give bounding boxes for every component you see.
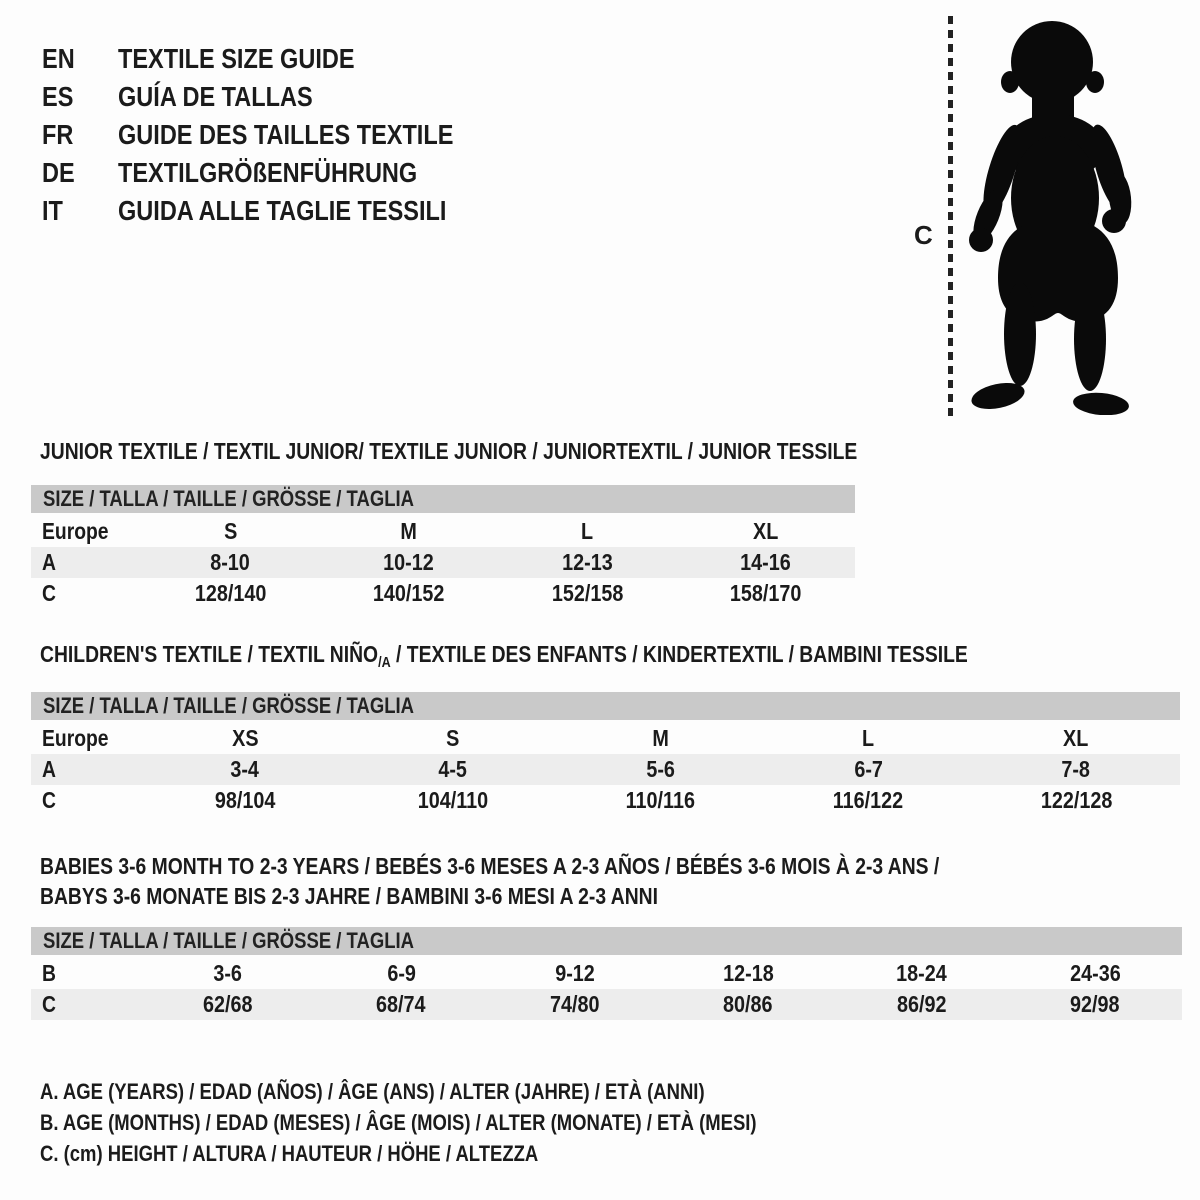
value-cell: 110/116: [625, 787, 696, 813]
value-cell: 140/152: [372, 580, 445, 606]
babies-section-title: BABIES 3-6 MONTH TO 2-3 YEARS / BEBÉS 3-6 MESES A 2-3 AÑOS / BÉBÉS 3-6 MOIS À 2-3 ANS / BABYS 3-6 MONATE BIS 2-3 JAHRE / BAMBINI 3-6 MESI A 2-3 ANNI: [40, 853, 940, 909]
value-cell: 86/92: [896, 991, 947, 1017]
size-cell: XL: [753, 518, 779, 544]
table-row-height: [31, 785, 1180, 816]
language-row-de: [42, 154, 517, 192]
value-cell: 8-10: [210, 549, 251, 575]
size-header-bar: SIZE / TALLA / TAILLE / GRÖSSE / TAGLIA: [31, 485, 855, 513]
language-code: DE: [42, 157, 75, 188]
children-section-title: CHILDREN'S TEXTILE / TEXTIL $NIÑO_{/A}$ / TEXTILE DES ENFANTS / KINDERTEXTIL / BAMBINI TESSILE: [40, 641, 968, 671]
language-row-es: [42, 78, 517, 116]
junior-section-title: JUNIOR TEXTILE / TEXTIL JUNIOR/ TEXTILE JUNIOR / JUNIORTEXTIL / JUNIOR TESSILE: [40, 438, 858, 464]
value-cell: 6-9: [386, 960, 416, 986]
guide-title-de: TEXTILGRÖßENFÜHRUNG: [118, 157, 418, 188]
value-cell: 116/122: [833, 787, 904, 813]
size-cell: M: [400, 518, 417, 544]
junior-size-table: [31, 485, 855, 609]
value-cell: 3-6: [213, 960, 243, 986]
size-header-bar: SIZE / TALLA / TAILLE / GRÖSSE / TAGLIA: [31, 692, 1180, 720]
value-cell: 14-16: [740, 549, 792, 575]
value-cell: 152/158: [551, 580, 623, 606]
value-cell: 18-24: [896, 960, 948, 986]
value-cell: 158/170: [729, 580, 802, 606]
value-cell: 62/68: [202, 991, 253, 1017]
language-row-fr: [42, 116, 517, 154]
size-header-bar: SIZE / TALLA / TAILLE / GRÖSSE / TAGLIA: [31, 927, 1182, 955]
toddler-silhouette: [968, 18, 1135, 415]
row-label: C: [42, 991, 56, 1017]
table-row-height: [31, 578, 855, 609]
legend-line-c: C. (cm) HEIGHT / ALTURA / HAUTEUR / HÖHE / ALTEZZA: [40, 1140, 539, 1166]
nino-a-subscript: /A: [378, 654, 391, 671]
value-cell: 3-4: [230, 756, 260, 782]
babies-size-table: [31, 927, 1182, 1020]
size-cell: L: [862, 725, 875, 751]
table-row-age: [31, 754, 1180, 785]
value-cell: 10-12: [383, 549, 435, 575]
value-cell: 104/110: [417, 787, 488, 813]
height-measure-dashed-line: [948, 16, 953, 416]
value-cell: 92/98: [1070, 991, 1121, 1017]
table-row-sizes: [31, 723, 1180, 754]
value-cell: 4-5: [438, 756, 467, 782]
size-cell: S: [223, 518, 237, 544]
language-row-en: [42, 40, 517, 78]
value-cell: 24-36: [1069, 960, 1121, 986]
size-cell: XL: [1063, 725, 1089, 751]
size-cell: L: [581, 518, 594, 544]
guide-title-fr: GUIDE DES TAILLES TEXTILE: [118, 119, 454, 150]
value-cell: 74/80: [549, 991, 600, 1017]
value-cell: 68/74: [376, 991, 427, 1017]
legend-line-a: A. AGE (YEARS) / EDAD (AÑOS) / ÂGE (ANS) / ALTER (JAHRE) / ETÀ (ANNI): [40, 1078, 705, 1104]
value-cell: 12-18: [722, 960, 774, 986]
row-label: A: [42, 756, 56, 782]
value-cell: 98/104: [214, 787, 276, 813]
language-code: IT: [42, 195, 63, 226]
guide-title-it: GUIDA ALLE TAGLIE TESSILI: [118, 195, 447, 226]
region-label: Europe: [42, 518, 109, 544]
table-row-height: [31, 989, 1182, 1020]
legend-line-b: B. AGE (MONTHS) / EDAD (MESES) / ÂGE (MOIS) / ALTER (MONATE) / ETÀ (MESI): [40, 1109, 757, 1135]
size-cell: S: [446, 725, 460, 751]
region-label: Europe: [42, 725, 109, 751]
value-cell: 7-8: [1061, 756, 1091, 782]
children-size-table: [31, 692, 1180, 816]
row-label: B: [42, 960, 56, 986]
value-cell: 80/86: [723, 991, 774, 1017]
language-code: EN: [42, 43, 75, 74]
table-row-sizes: [31, 516, 855, 547]
measurement-legend: [40, 1076, 893, 1169]
size-cell: XS: [231, 725, 259, 751]
language-title-list: [42, 40, 517, 230]
row-label: C: [42, 787, 56, 813]
language-code: ES: [42, 81, 74, 112]
value-cell: 6-7: [853, 756, 883, 782]
table-row-age: [31, 547, 855, 578]
language-code: FR: [42, 119, 74, 150]
height-measure-label: C: [914, 220, 933, 250]
guide-title-en: TEXTILE SIZE GUIDE: [118, 43, 355, 74]
language-row-it: [42, 192, 517, 230]
row-label: C: [42, 580, 56, 606]
size-cell: M: [652, 725, 669, 751]
row-label: A: [42, 549, 56, 575]
value-cell: 5-6: [646, 756, 675, 782]
value-cell: 12-13: [561, 549, 613, 575]
table-row-age-months: [31, 958, 1182, 989]
value-cell: 128/140: [194, 580, 266, 606]
value-cell: 122/128: [1040, 787, 1112, 813]
value-cell: 9-12: [554, 960, 595, 986]
guide-title-es: GUÍA DE TALLAS: [118, 81, 313, 112]
